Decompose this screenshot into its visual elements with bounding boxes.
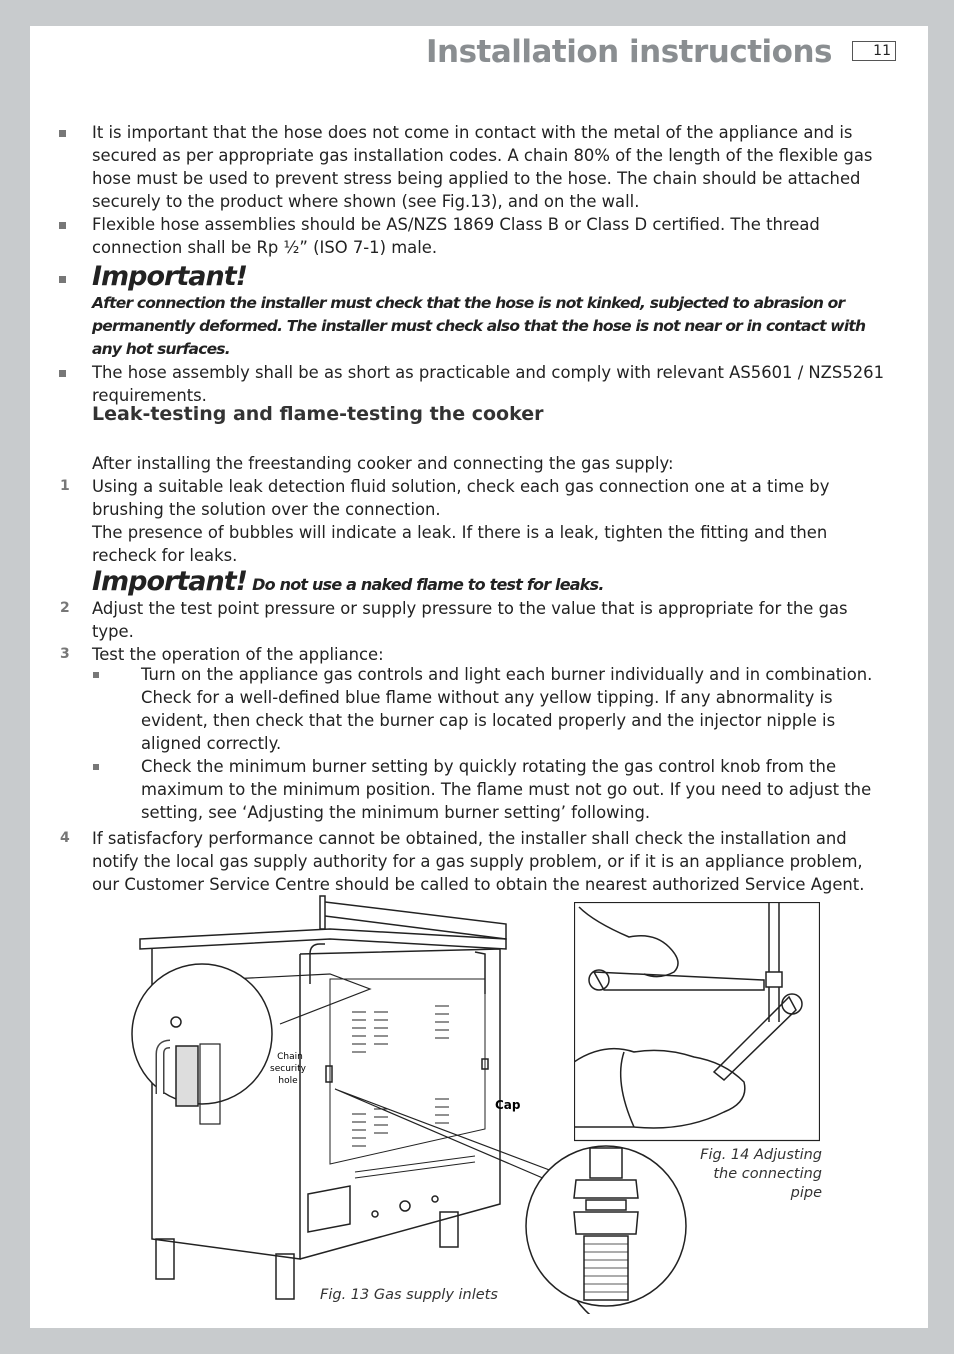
bullet-icon — [93, 764, 99, 770]
chain-label-2: security — [270, 1064, 306, 1074]
fitting-closeup-illustration — [524, 1144, 689, 1309]
bullet-icon — [93, 672, 99, 678]
step-number: 4 — [60, 830, 70, 846]
fig13-caption: Fig. 13 Gas supply inlets — [320, 1287, 498, 1303]
list-item — [92, 213, 892, 259]
bullet-icon — [59, 370, 66, 377]
intro-text: After installing the freestanding cooker and connecting the gas supply: — [92, 454, 674, 473]
fig14-caption-line: pipe — [790, 1185, 822, 1201]
list-item-text: It is important that the hose does not come in contact with the metal of the appliance and is secured as per appropriate gas installation codes. A chain 80% of the length of the flexible gas hose must be used to prevent stress being applied to the hose. The chain should be attached securely to the product where shown (see Fig.13), and on the wall. — [92, 123, 873, 211]
step-1 — [60, 475, 892, 567]
chain-label-1: Chain — [277, 1052, 303, 1062]
step-number: 3 — [60, 646, 70, 662]
sub-list-item — [141, 663, 892, 755]
adjusting-pipe-illustration — [574, 902, 820, 1142]
fig14-caption-line: Fig. 14 Adjusting — [700, 1147, 822, 1163]
bullet-icon — [59, 276, 66, 283]
important-label: Important! — [92, 566, 247, 597]
steps-section — [60, 452, 892, 896]
step-text: Using a suitable leak detection fluid solution, check each gas connection one at a time by brushing the solution over the connection. — [92, 477, 830, 519]
list-item-text: Flexible hose assemblies should be AS/NZS 1869 Class B or Class D certified. The thread connection shall be Rp ½” (ISO 7-1) male. — [92, 215, 820, 257]
important-label: Important! — [92, 261, 247, 292]
important-inline — [92, 567, 892, 597]
important-block — [92, 262, 892, 361]
step-2 — [60, 597, 892, 643]
step-text: If satisfacfory performance cannot be obtained, the installer shall check the installation and notify the local gas supply authority for a gas supply problem, or if it is an appliance problem, our Customer Service Centre should be called to obtain the nearest authorized Service Agent. — [92, 829, 865, 894]
list-item — [92, 361, 892, 407]
list-item-text: The hose assembly shall be as short as practicable and comply with relevant AS5601 / NZS5261 requirements. — [92, 363, 885, 405]
step-text: Adjust the test point pressure or supply pressure to the value that is appropriate for the gas type. — [92, 599, 848, 641]
step-text: Test the operation of the appliance: — [92, 645, 384, 664]
chain-label-3: hole — [278, 1076, 298, 1086]
sub-list-item-text: Turn on the appliance gas controls and light each burner individually and in combination. Check for a well-defined blue flame without any yellow tipping. If any abnormality is evident, then check that the burner cap is located properly and the injector nipple is aligned correctly. — [141, 665, 873, 753]
sub-list-item — [141, 755, 892, 824]
document-page — [30, 26, 928, 1328]
section-heading: Leak-testing and flame-testing the cooker — [92, 403, 544, 425]
page-number: 11 — [852, 41, 896, 61]
fig14-caption-line: the connecting — [713, 1166, 822, 1182]
step-number: 2 — [60, 600, 70, 616]
important-text: After connection the installer must check that the hose is not kinked, subjected to abrasion or permanently deformed. The installer must check also that the hose is not near or in contact with any hot surfaces. — [92, 294, 866, 358]
step-4 — [60, 827, 892, 896]
top-section — [92, 121, 892, 407]
step-3 — [60, 643, 892, 824]
fig14-caption — [670, 1146, 822, 1203]
bullet-icon — [59, 222, 66, 229]
list-item — [92, 121, 892, 213]
bullet-icon — [59, 130, 66, 137]
step-number: 1 — [60, 478, 70, 494]
sub-list-item-text: Check the minimum burner setting by quickly rotating the gas control knob from the maximum to the minimum position. The flame must not go out. If you need to adjust the setting, see ‘Adjusting the minimum burner setting’ following. — [141, 757, 872, 822]
step-text: The presence of bubbles will indicate a leak. If there is a leak, tighten the fitting and then recheck for leaks. — [92, 523, 828, 565]
page-title: Installation instructions — [425, 34, 832, 70]
cap-label: Cap — [495, 1098, 521, 1112]
important-text: Do not use a naked flame to test for leaks. — [252, 575, 604, 594]
